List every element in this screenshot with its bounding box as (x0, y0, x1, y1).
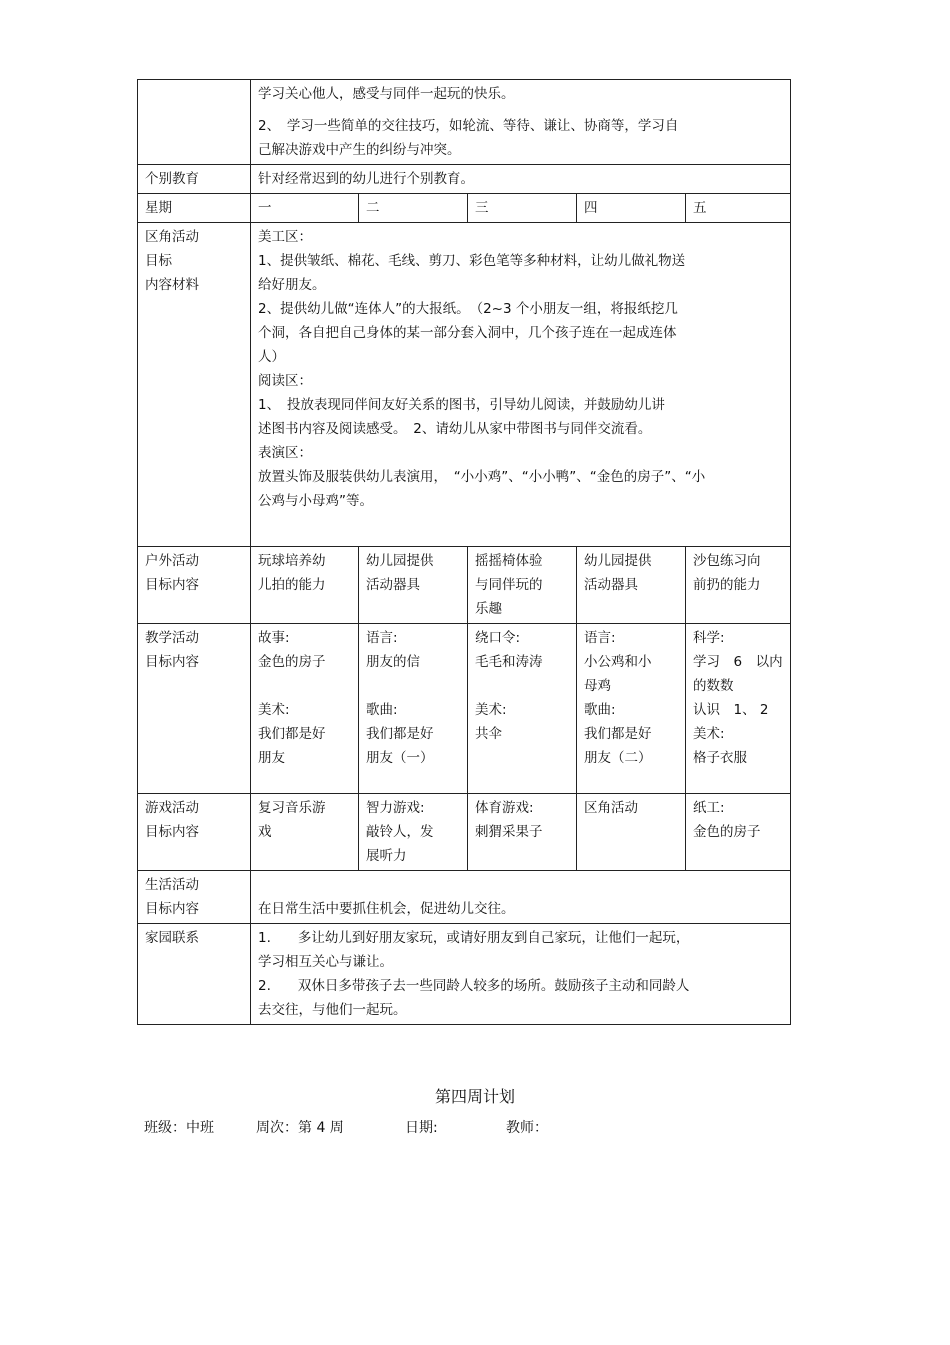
cell-line: 美术: (258, 702, 290, 718)
row-label-line: 目标内容 (145, 654, 199, 670)
outdoor-cell-tue (359, 547, 468, 624)
cell-line: 与同伴玩的 (475, 577, 543, 593)
art-item-line: 1、提供皱纸、棉花、毛线、剪刀、彩色笔等多种材料，让幼儿做礼物送 (258, 253, 686, 269)
home-contact-content (251, 924, 791, 1025)
cell-line: 区角活动 (584, 800, 638, 816)
outdoor-cell-thu (577, 547, 686, 624)
daily-life-content: 在日常生活中要抓住机会，促进幼儿交往。 (251, 871, 791, 924)
cell-line: 美术: (475, 702, 507, 718)
teaching-cell-wed (468, 624, 577, 794)
row-label (138, 624, 251, 794)
cell-line: 体育游戏: (475, 800, 534, 816)
cell-line: 朋友 (258, 750, 285, 766)
cell-line: 歌曲: (584, 702, 616, 718)
cell-line: 我们都是好 (258, 726, 326, 742)
outdoor-cell-fri (686, 547, 791, 624)
goal-item-2-line: 2、 学习一些简单的交往技巧，如轮流、等待、谦让、协商等，学习自 (258, 118, 679, 134)
cell-line: 活动器具 (366, 577, 420, 593)
cell-line: 金色的房子 (258, 654, 326, 670)
cell-line: 刺猬采果子 (475, 824, 543, 840)
row-label-line: 目标 (145, 253, 172, 269)
goals-continuation-row (138, 80, 791, 165)
row-label-line: 内容材料 (145, 277, 199, 293)
cell-line: 儿拍的能力 (258, 577, 326, 593)
weekday-cell: 二 (359, 194, 468, 223)
row-label-line: 区角活动 (145, 229, 199, 245)
weekday-cell: 三 (468, 194, 577, 223)
cell-line: 美术: (693, 726, 725, 742)
cell-line: 毛毛和涛涛 (475, 654, 543, 670)
cell-line: 前扔的能力 (693, 577, 761, 593)
cell-line: 幼儿园提供 (366, 553, 434, 569)
cell-line: 朋友（二） (584, 750, 652, 766)
cell-line: 朋友的信 (366, 654, 420, 670)
cell-line: 绕口令: (475, 630, 521, 646)
teaching-cell-mon (251, 624, 359, 794)
cell-line: 幼儿园提供 (584, 553, 652, 569)
week-plan-title: 第四周计划 (434, 1087, 515, 1106)
class-field: 班级：中班 (144, 1120, 214, 1136)
teacher-field: 教师： (506, 1120, 548, 1136)
cell-line: 科学: (693, 630, 725, 646)
cell-line: 敲铃人，发 (366, 824, 434, 840)
individual-education-content: 针对经常迟到的幼儿进行个别教育。 (251, 165, 791, 194)
outdoor-cell-wed (468, 547, 577, 624)
goal-item-2-line: 己解决游戏中产生的纠纷与冲突。 (258, 142, 461, 158)
row-label (138, 871, 251, 924)
cell-line: 认识 1、 2 (693, 702, 769, 718)
row-label-line: 生活活动 (145, 877, 199, 893)
row-label (138, 794, 251, 871)
home-contact-row (138, 924, 791, 1025)
art-item-line: 个洞，各自把自己身体的某一部分套入洞中，几个孩子连在一起成连体 (258, 325, 677, 341)
art-item-line: 给好朋友。 (258, 277, 326, 293)
outdoor-cell-mon (251, 547, 359, 624)
reading-item-line: 述图书内容及阅读感受。 2、请幼儿从家中带图书与同伴交流看。 (258, 421, 652, 437)
cell-line: 金色的房子 (693, 824, 761, 840)
date-field: 日期: (405, 1120, 438, 1136)
row-label (138, 547, 251, 624)
teaching-cell-thu (577, 624, 686, 794)
teaching-activities-row (138, 624, 791, 794)
weekday-cell: 一 (251, 194, 359, 223)
cell-line: 展听力 (366, 848, 407, 864)
cell-line: 朋友（一） (366, 750, 434, 766)
cell-line: 格子衣服 (693, 750, 747, 766)
weekday-cell: 四 (577, 194, 686, 223)
home-item-line: 2. 双休日多带孩子去一些同龄人较多的场所。鼓励孩子主动和同龄人 (258, 978, 690, 994)
cell-line: 故事: (258, 630, 290, 646)
cell-line: 活动器具 (584, 577, 638, 593)
corner-activities-content (251, 223, 791, 547)
weekday-cell: 五 (686, 194, 791, 223)
goals-content (251, 80, 791, 165)
game-cell-tue (359, 794, 468, 871)
row-label: 个别教育 (138, 165, 251, 194)
row-label-line: 户外活动 (145, 553, 199, 569)
art-area-title: 美工区： (258, 229, 312, 245)
teaching-cell-tue (359, 624, 468, 794)
cell-line: 母鸡 (584, 678, 611, 694)
teaching-cell-fri (686, 624, 791, 794)
cell-line: 乐趣 (475, 601, 502, 617)
cell-line: 学习 6 以内 (693, 654, 783, 670)
row-label: 星期 (138, 194, 251, 223)
game-activities-row (138, 794, 791, 871)
week-field: 周次：第 4 周 (256, 1120, 344, 1136)
home-item-line: 学习相互关心与谦让。 (258, 954, 393, 970)
cell-line: 共伞 (475, 726, 502, 742)
home-item-line: 1. 多让幼儿到好朋友家玩，或请好朋友到自己家玩，让他们一起玩， (258, 930, 690, 946)
row-label-line: 目标内容 (145, 577, 199, 593)
cell-line: 摇摇椅体验 (475, 553, 543, 569)
art-item-line: 2、提供幼儿做“连体人”的大报纸。 （2~3 个小朋友一组，将报纸挖几 (258, 301, 678, 317)
performance-item-line: 公鸡与小母鸡”等。 (258, 493, 373, 509)
cell-line: 玩球培养幼 (258, 553, 326, 569)
cell-line: 纸工: (693, 800, 725, 816)
weekly-plan-table (137, 79, 791, 1025)
cell-line: 歌曲: (366, 702, 398, 718)
cell-line: 我们都是好 (584, 726, 652, 742)
row-label-line: 目标内容 (145, 824, 199, 840)
game-cell-fri (686, 794, 791, 871)
row-label-line: 游戏活动 (145, 800, 199, 816)
game-cell-wed (468, 794, 577, 871)
art-item-line: 人） (258, 349, 285, 365)
goal-line: 学习关心他人，感受与同伴一起玩的快乐。 (258, 86, 515, 102)
individual-education-row (138, 165, 791, 194)
game-cell-thu (577, 794, 686, 871)
cell-line: 的数数 (693, 678, 734, 694)
performance-area-title: 表演区： (258, 445, 312, 461)
row-label-line: 目标内容 (145, 901, 199, 917)
weekday-header-row (138, 194, 791, 223)
cell-line: 小公鸡和小 (584, 654, 652, 670)
cell-line: 我们都是好 (366, 726, 434, 742)
daily-life-row (138, 871, 791, 924)
row-label (138, 223, 251, 547)
performance-item-line: 放置头饰及服装供幼儿表演用， “小小鸡”、“小小鸭”、“金色的房子”、“小 (258, 469, 706, 485)
row-label: 家园联系 (138, 924, 251, 1025)
cell-line: 复习音乐游 (258, 800, 326, 816)
game-cell-mon (251, 794, 359, 871)
row-label-line: 教学活动 (145, 630, 199, 646)
reading-item-line: 1、 投放表现同伴间友好关系的图书，引导幼儿阅读，并鼓励幼儿讲 (258, 397, 665, 413)
cell-line: 语言: (366, 630, 398, 646)
cell-line: 语言: (584, 630, 616, 646)
cell-line: 智力游戏: (366, 800, 425, 816)
cell-line: 沙包练习向 (693, 553, 761, 569)
outdoor-activities-row (138, 547, 791, 624)
cell-line: 戏 (258, 824, 272, 840)
home-item-line: 去交往，与他们一起玩。 (258, 1002, 407, 1018)
corner-activities-row (138, 223, 791, 547)
reading-area-title: 阅读区： (258, 373, 312, 389)
row-label-empty (138, 80, 251, 165)
